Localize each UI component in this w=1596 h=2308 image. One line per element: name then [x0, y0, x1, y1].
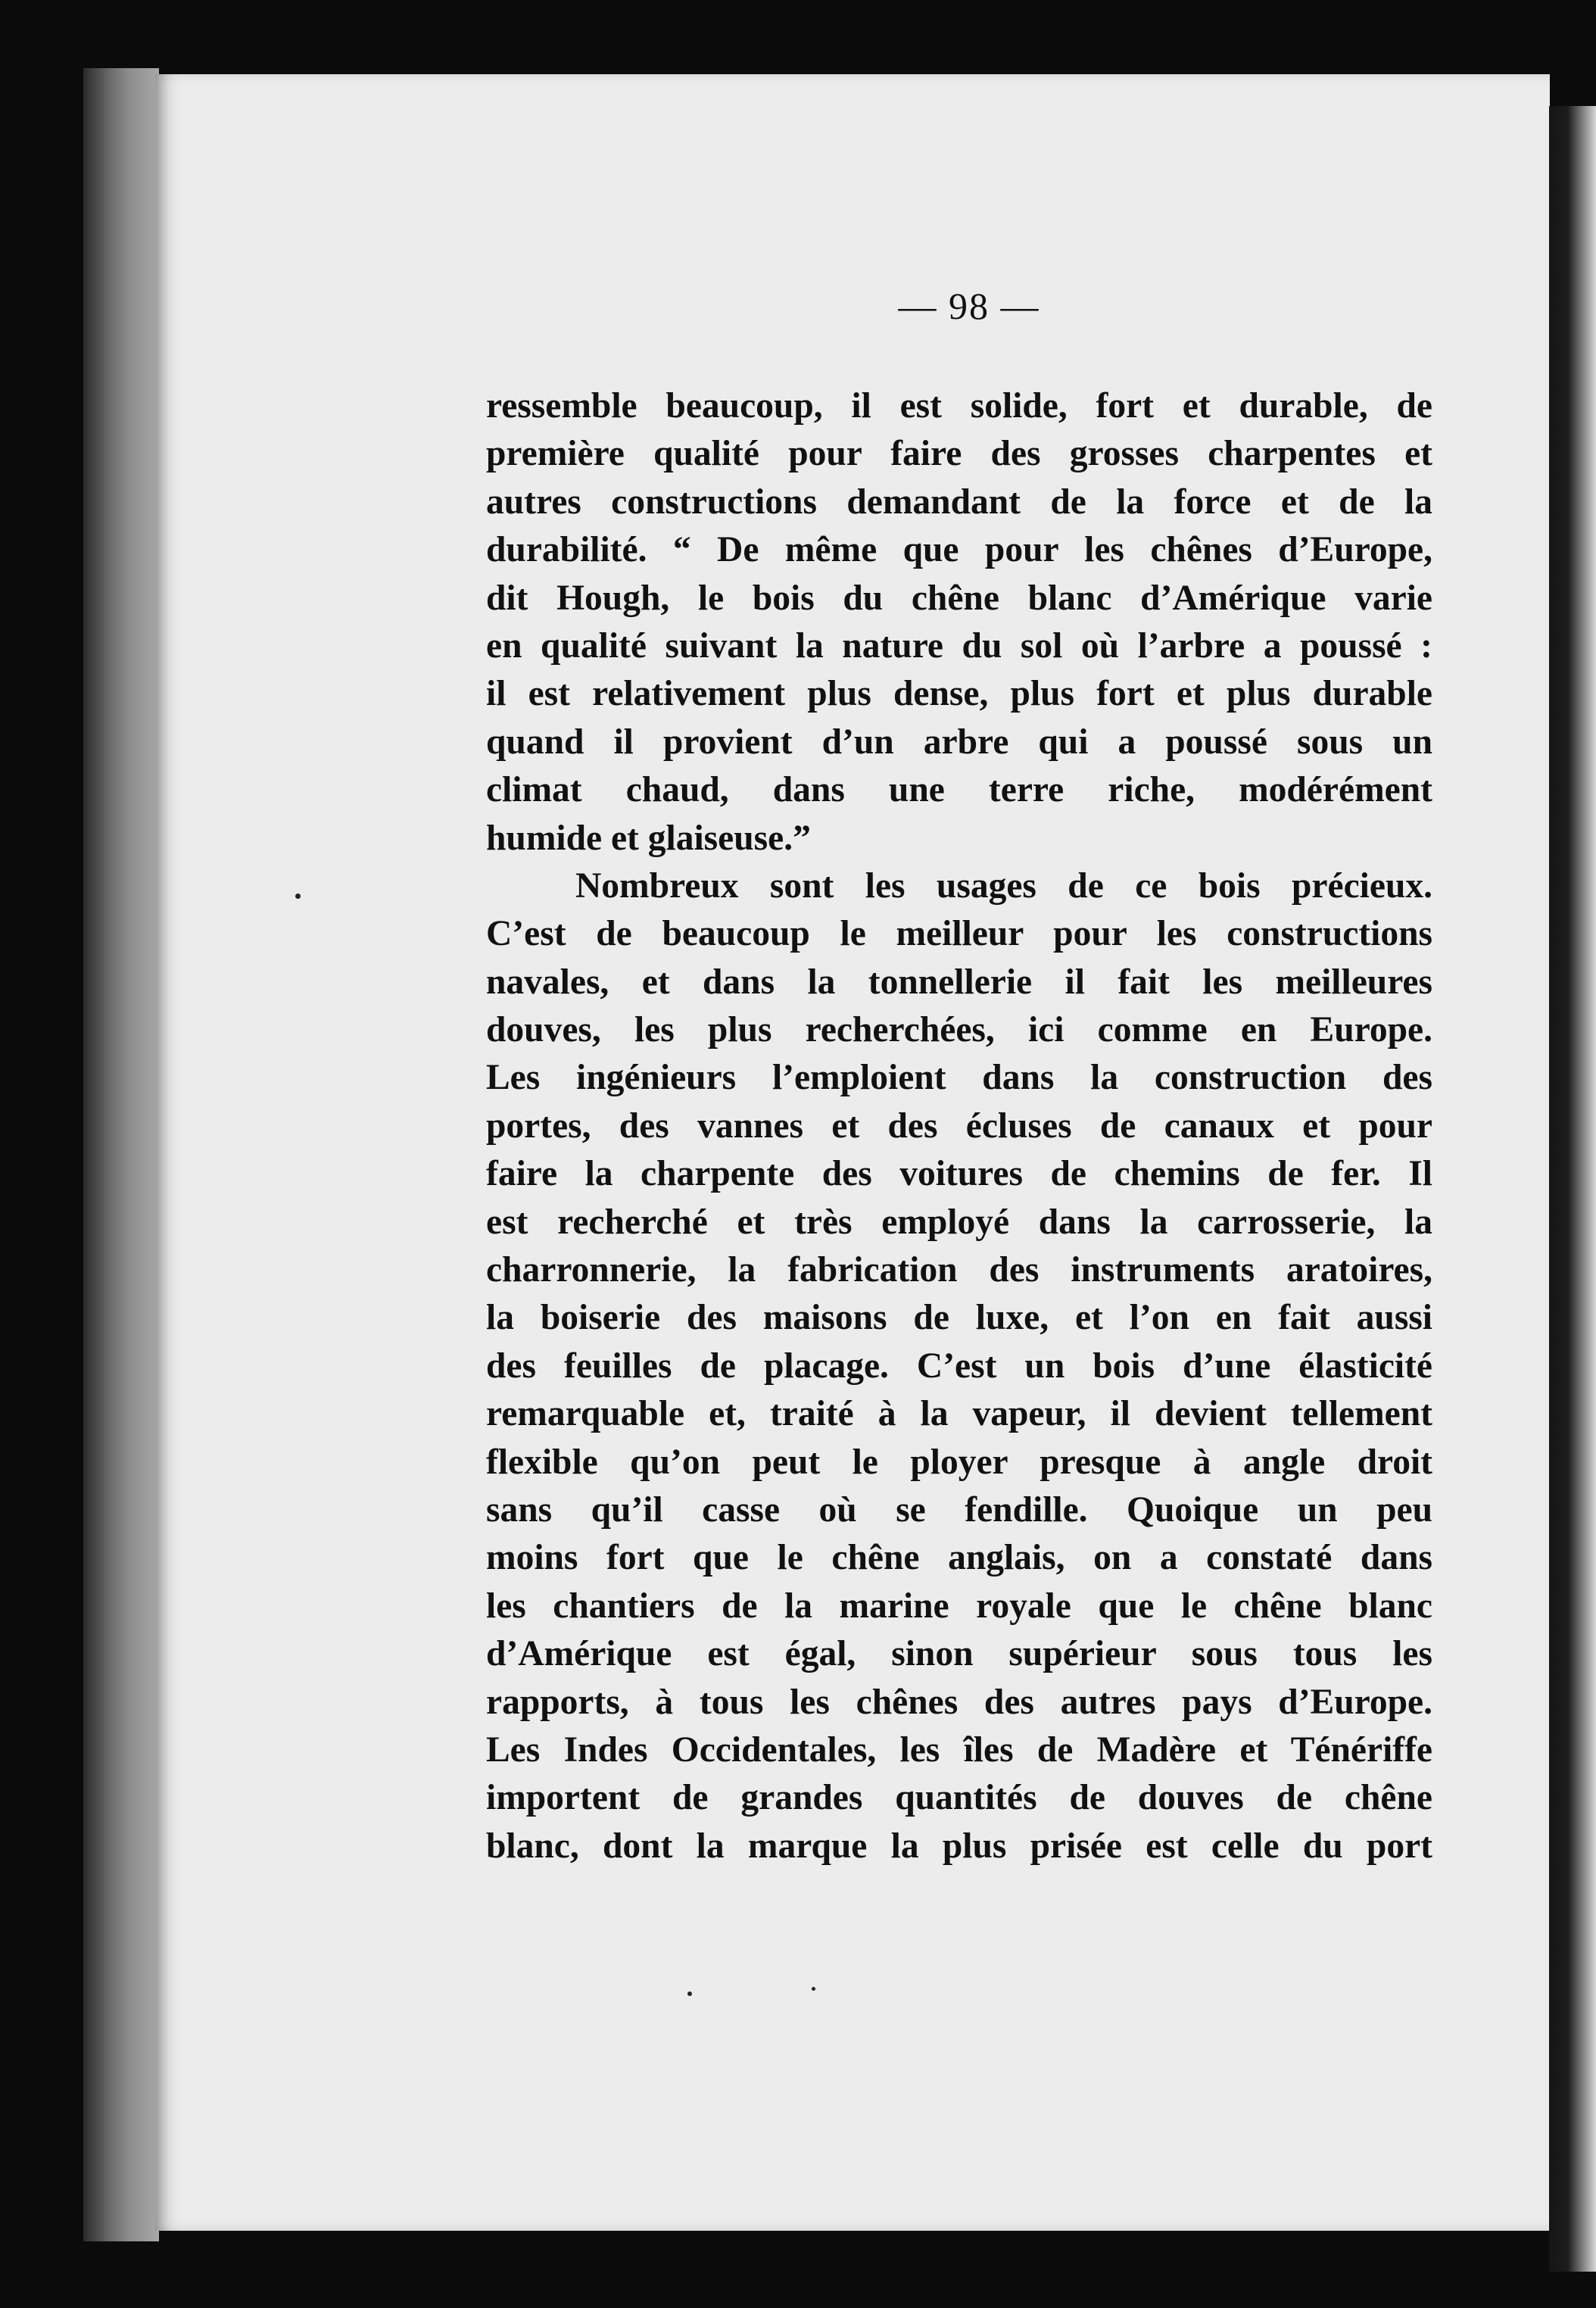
scan-speck [687, 1991, 692, 1996]
text-line: d’Amérique est égal, sinon supérieur sous tous les [486, 1634, 1432, 1674]
text-line: Les ingénieurs l’emploient dans la construction des [486, 1058, 1432, 1098]
paragraph [486, 382, 1432, 862]
text-line: moins fort que le chêne anglais, on a constaté dans [486, 1538, 1432, 1578]
text-line: il est relativement plus dense, plus fort et plus durable [486, 674, 1432, 714]
text-line: est recherché et très employé dans la carrosserie, la [486, 1202, 1432, 1242]
text-line: charronnerie, la fabrication des instruments aratoires, [486, 1250, 1432, 1290]
text-line: première qualité pour faire des grosses charpentes et [486, 434, 1432, 474]
scan-speck [812, 1987, 815, 1991]
text-line: des feuilles de placage. C’est un bois d’une élasticité [486, 1346, 1432, 1386]
text-line: la boiserie des maisons de luxe, et l’on en fait aussi [486, 1298, 1432, 1338]
text-line: douves, les plus recherchées, ici comme en Europe. [486, 1010, 1432, 1050]
text-line: en qualité suivant la nature du sol où l’arbre a poussé : [486, 625, 1432, 666]
text-line: rapports, à tous les chênes des autres pays d’Europe. [486, 1682, 1432, 1722]
text-line: climat chaud, dans une terre riche, modérément [486, 770, 1432, 810]
text-line: Les Indes Occidentales, les îles de Madère et Ténériffe [486, 1729, 1432, 1770]
text-line: humide et glaiseuse.” [486, 818, 811, 858]
text-line: Nombreux sont les usages de ce bois précieux. [575, 866, 1432, 906]
book-spine [83, 68, 159, 2241]
text-line: C’est de beaucoup le meilleur pour les constructions [486, 914, 1432, 954]
page-number: — 98 — [898, 285, 1040, 327]
text-line: portes, des vannes et des écluses de canaux et pour [486, 1106, 1432, 1146]
body-text [486, 382, 1432, 1870]
text-line: les chantiers de la marine royale que le chêne blanc [486, 1586, 1432, 1626]
text-line: sans qu’il casse où se fendille. Quoique un peu [486, 1489, 1432, 1530]
text-line: faire la charpente des voitures de chemins de fer. Il [486, 1154, 1432, 1194]
text-line: quand il provient d’un arbre qui a poussé sous un [486, 722, 1432, 762]
text-line: flexible qu’on peut le ployer presque à angle droit [486, 1442, 1432, 1482]
paragraph [486, 862, 1432, 1870]
text-line: importent de grandes quantités de douves de chêne [486, 1778, 1432, 1818]
next-page-edge [1549, 106, 1596, 2272]
text-line: navales, et dans la tonnellerie il fait les meilleures [486, 962, 1432, 1002]
text-line: blanc, dont la marque la plus prisée est celle du port [486, 1826, 1432, 1866]
text-line: ressemble beaucoup, il est solide, fort et durable, de [486, 386, 1432, 426]
text-line: durabilité. “ De même que pour les chênes d’Europe, [486, 530, 1432, 570]
scan-speck [295, 894, 301, 899]
text-line: autres constructions demandant de la force et de la [486, 482, 1432, 522]
text-line: dit Hough, le bois du chêne blanc d’Amérique varie [486, 578, 1432, 618]
text-line: remarquable et, traité à la vapeur, il devient tellement [486, 1394, 1432, 1434]
